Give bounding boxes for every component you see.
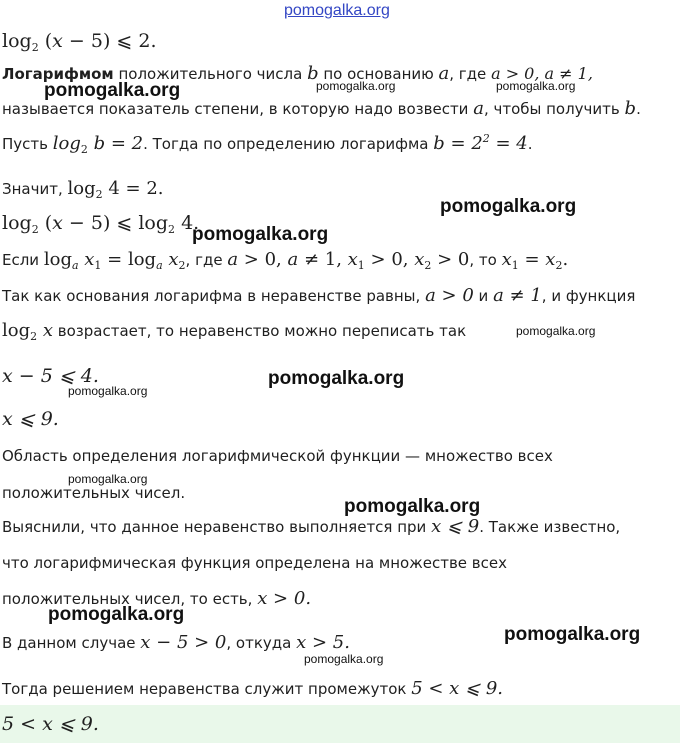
bases-equal-line: Так как основания логарифма в неравенстве равны, a > 0 и a ≠ 1, и функция: [2, 285, 636, 306]
found-line: Выяснили, что данное неравенство выполняется при x ⩽ 9. Также известно,: [2, 516, 621, 537]
definition-line-2: называется показатель степени, в которую надо возвести a, чтобы получить b.: [2, 98, 641, 119]
therefore-line: Значит, $\log_2 4 = 2$.: [2, 178, 164, 201]
case-line: В данном случае x − 5 > 0, откуда x > 5.: [2, 632, 350, 653]
solution-line: Тогда решением неравенства служит промежуток 5 < x ⩽ 9.: [2, 678, 504, 699]
watermark: pomogalka.org: [496, 79, 576, 93]
watermark: pomogalka.org: [504, 624, 641, 645]
inequality-statement: $\log_2 (x - 5)$ ⩽ 2.: [2, 30, 157, 54]
answer-text: 5 < x ⩽ 9.: [2, 713, 99, 735]
watermark: pomogalka.org: [44, 80, 181, 101]
watermark: pomogalka.org: [268, 368, 405, 389]
property-line: Если $\log_a x_1 = \log_a x_2$, где a > 0, a ≠ 1, $x_1 > 0$, $x_2 > 0$, то $x_1 = x_2$.: [2, 249, 569, 272]
term-bold: Логарифмом: [2, 65, 114, 83]
watermark: pomogalka.org: [68, 472, 148, 486]
function-increasing-line: $\log_2 x$ возрастает, то неравенство можно переписать так: [2, 320, 467, 343]
watermark: pomogalka.org: [68, 384, 148, 398]
watermark: pomogalka.org: [440, 196, 577, 217]
watermark: pomogalka.org: [516, 324, 596, 338]
domain-line-1: Область определения логарифмической функции — множество всех: [2, 447, 553, 465]
domain-known-line: что логарифмическая функция определена на множестве всех: [2, 554, 507, 572]
domain-line-2: положительных чисел.: [2, 484, 186, 502]
watermark: pomogalka.org: [304, 652, 384, 666]
watermark: pomogalka.org: [192, 224, 329, 245]
definition-line-1: Логарифмом положительного числа b по основанию a, где a > 0, a ≠ 1,: [2, 63, 593, 84]
rewritten-inequality: $\log_2 (x - 5)$ ⩽ $\log_2 4$.: [2, 212, 200, 236]
step-inequality-1: x − 5 ⩽ 4.: [2, 365, 99, 387]
step-inequality-2: x ⩽ 9.: [2, 408, 59, 430]
watermark: pomogalka.org: [344, 496, 481, 517]
watermark: pomogalka.org: [48, 604, 185, 625]
positive-numbers-line: положительных чисел, то есть, x > 0.: [2, 588, 312, 609]
answer-box: [0, 705, 680, 743]
site-link[interactable]: pomogalka.org: [284, 2, 390, 19]
let-line: Пусть $\log_2 b = 2$. Тогда по определению логарифма $b = 2^2 = 4$.: [2, 132, 533, 156]
watermark: pomogalka.org: [316, 79, 396, 93]
